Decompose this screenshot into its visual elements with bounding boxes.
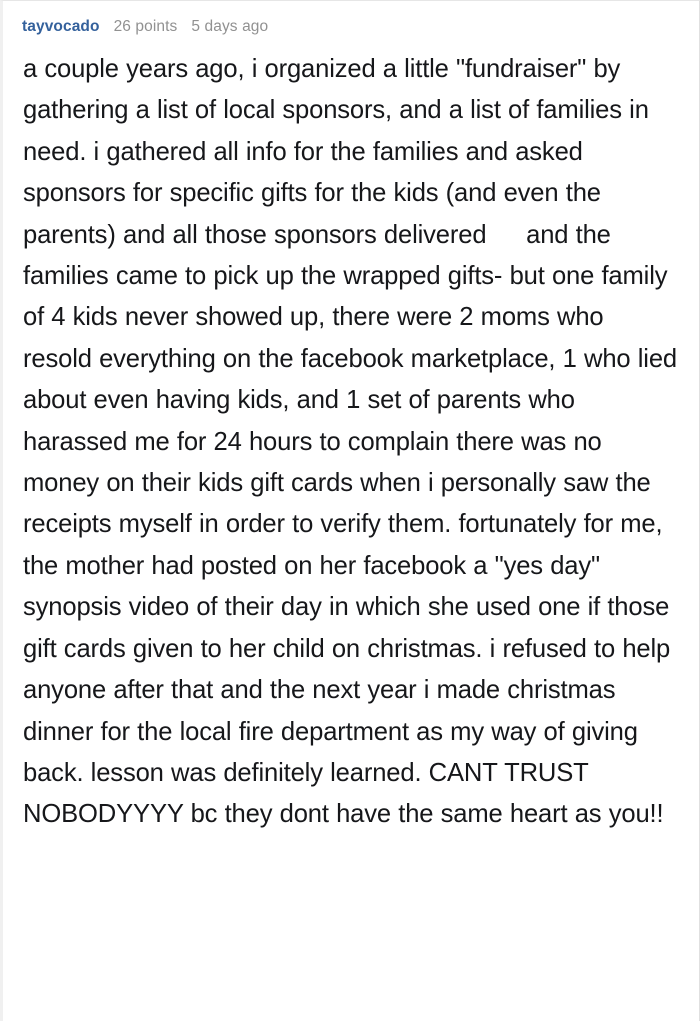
comment-author-link[interactable]: tayvocado — [22, 18, 100, 35]
comment-points: 26 points — [113, 18, 178, 35]
comment-header — [3, 1, 699, 36]
comment-timestamp: 5 days ago — [191, 18, 269, 35]
comment-body-text-part-2: and the families came to pick up the wrapped gifts- but one family of 4 kids never showed up, there were 2 moms who resold everything on the facebook marketplace, 1 who lied about even having kids, and 1 set of parents who harassed me for 24 hours to complain there was no money on their kids gift cards when i personally saw the receipts myself in order to verify them. fortunately for me, the mother had posted on her facebook a "yes day" synopsis video of their day in which she used one if those gift cards given to her child on christmas. i refused to help anyone after that and the next year i made christmas dinner for the local fire department as my way of giving back. lesson was definitely learned. CANT TRUST NOBODYYYY bc they dont have the same heart as you!! — [23, 220, 685, 829]
missing-emoji-glyph — [486, 217, 526, 243]
comment-body-text-part-1: a couple years ago, i organized a little "fundraiser" by gathering a list of local sponsors, and a list of families in need. i gathered all info for the families and asked sponsors for specific gifts for the kids (and even the parents) and all those sponsors delivered — [23, 55, 657, 249]
comment-body — [3, 36, 699, 836]
